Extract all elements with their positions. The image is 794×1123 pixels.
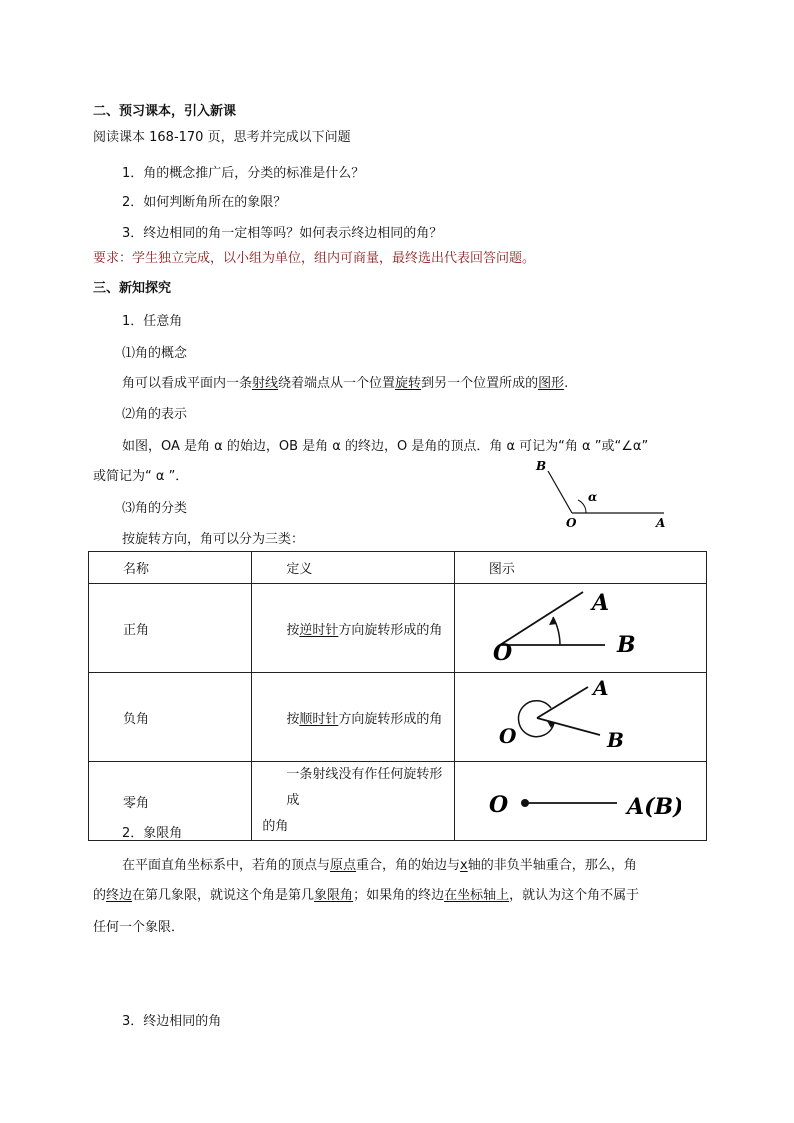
quad-text: 轴的非负半轴重合，那么，角 [467,858,637,873]
label-o: O [566,516,577,530]
blank-quadrant-angle: 象限角 [314,888,354,903]
blank-terminal-side: 终边 [106,888,133,903]
blank-origin: 原点 [330,858,357,873]
classification-intro: 按旋转方向，角可以分为三类： [122,532,305,547]
def-line-2: 的角 [262,819,289,834]
subsection-arbitrary-angle: 1．任意角 [122,314,183,329]
quad-text: ；如果角的终边 [353,888,445,903]
section3-heading: 三、新知探究 [93,281,172,296]
angle-alpha-figure [528,455,678,535]
negative-angle-diagram [455,673,681,757]
section2-heading: 二、预习课本，引入新课 [93,104,237,119]
label-alpha: α [588,490,598,504]
row-name-positive: 正角 [89,584,252,673]
quad-text: 在平面直角坐标系中，若角的顶点与 [122,858,331,873]
fig-o: O [498,724,517,748]
row-fig-positive [454,584,706,673]
header-diagram: 图示 [454,552,706,584]
zero-angle-diagram [455,768,681,830]
concept-text: 角可以看成平面内一条 [122,376,253,391]
question-1: 1．角的概念推广后，分类的标准是什么？ [122,166,365,181]
fig-b: B [606,728,624,752]
quad-text: 在第几象限，就说这个角是第几 [132,888,315,903]
question-3: 3．终边相同的角一定相等吗？如何表示终边相同的角？ [122,226,443,241]
angle-classification-table [88,551,707,841]
row-fig-zero [454,762,706,841]
row-fig-negative [454,673,706,762]
label-b: B [536,459,547,473]
def-text: 方向旋转形成的角 [338,711,443,727]
row-def-positive [252,584,455,673]
header-definition: 定义 [252,552,455,584]
concept-text: . [564,376,569,391]
table-row [89,584,707,673]
classification-title: ⑶角的分类 [122,501,188,516]
row-name-zero: 零角 [89,762,252,841]
blank-clockwise: 顺时针 [299,711,339,727]
concept-text: 绕着端点从一个位置 [278,376,396,391]
blank-x: x [460,858,468,873]
question-2: 2．如何判断角所在的象限？ [122,195,287,210]
blank-ray: 射线 [252,376,279,391]
header-name: 名称 [89,552,252,584]
blank-on-axis: 在坐标轴上 [444,888,510,903]
subsection-coterminal-angle: 3．终边相同的角 [122,1014,222,1029]
def-text: 按 [286,622,300,638]
quad-text: 的 [93,888,107,903]
quadrant-line-2 [93,884,639,903]
quadrant-line-1 [122,854,637,873]
fig-o: O [492,640,513,666]
fig-o: O [488,792,509,818]
def-line-1: 一条射线没有作任何旋转形成 [286,767,443,808]
row-name-negative: 负角 [89,673,252,762]
def-text: 按 [286,711,300,727]
blank-rotate: 旋转 [395,376,422,391]
representation-title: ⑵角的表示 [122,407,188,422]
fig-a: A [592,676,609,700]
row-def-negative [252,673,455,762]
quad-text: 重合，角的始边与 [356,858,461,873]
concept-text: 到另一个位置所成的 [421,376,539,391]
positive-angle-diagram [455,584,681,668]
subsection-quadrant-angle: 2．象限角 [122,826,183,841]
fig-ab: A(B) [626,794,681,820]
blank-counterclockwise: 逆时针 [299,622,339,638]
quad-text: ，就认为这个角不属于 [509,888,640,903]
requirement-note: 要求：学生独立完成，以小组为单位，组内可商量，最终选出代表回答问题。 [93,251,536,266]
def-text: 方向旋转形成的角 [338,622,443,638]
table-header-row [89,552,707,584]
representation-line-2: 或简记为“ α ”． [93,469,189,484]
table-row [89,673,707,762]
fig-b: B [616,632,636,658]
concept-sentence [122,372,568,391]
blank-figure: 图形 [538,376,565,391]
section2-intro: 阅读课本 168-170 页，思考并完成以下问题 [93,130,351,145]
row-def-zero [252,762,455,841]
quadrant-line-3: 任何一个象限． [93,920,185,935]
fig-a: A [591,590,609,616]
concept-title: ⑴角的概念 [122,346,188,361]
representation-line-1: 如图，OA 是角 α 的始边，OB 是角 α 的终边，O 是角的顶点．角 α 可记为“角 α ”或“∠α” [122,439,649,454]
label-a: A [656,516,666,530]
